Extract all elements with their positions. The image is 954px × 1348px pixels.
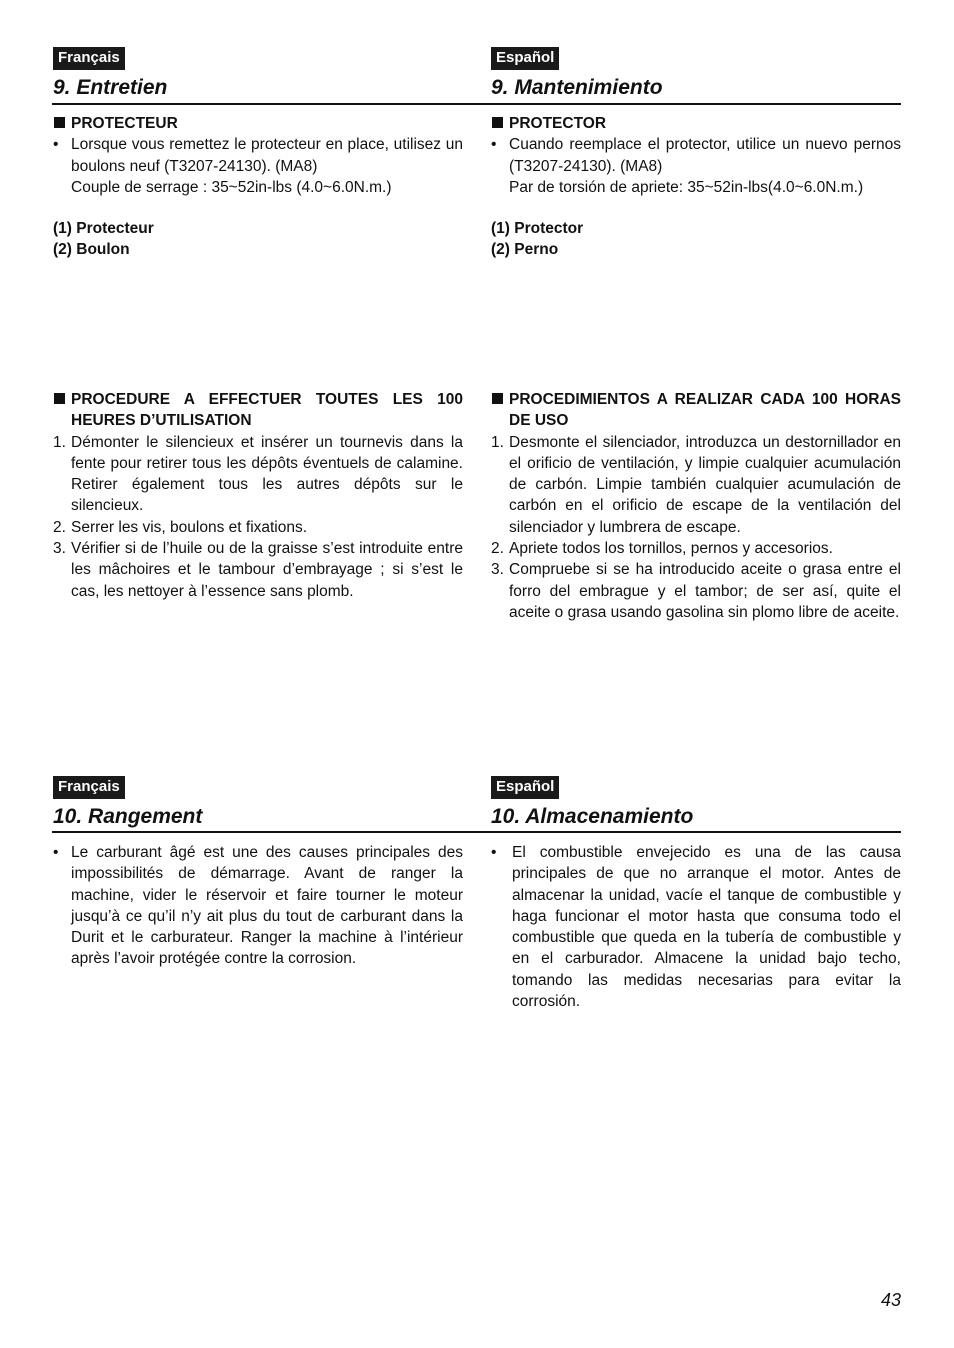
es-storage-block (491, 842, 901, 1012)
protect-instruction: Cuando reemplace el protector, utilice un nuevo pernos (T3207-24130). (MA8) (509, 136, 901, 175)
torque-spec: Par de torsión de apriete: 35~52in-lbs(4.0~6.0N.m.) (509, 178, 864, 196)
section-10-rule (52, 831, 901, 833)
square-bullet-icon (54, 393, 65, 404)
fr-protect-block (53, 113, 463, 261)
es-header-9 (491, 47, 901, 101)
subsection-heading: PROTECTOR (491, 113, 901, 134)
language-badge-fr: Français (53, 47, 125, 70)
fr-procedure-block (53, 389, 463, 602)
part-label-1: (1) Protecteur (53, 220, 154, 238)
square-bullet-icon (492, 393, 503, 404)
part-label-2: (2) Boulon (53, 241, 130, 259)
language-badge-es: Español (491, 47, 559, 70)
page-number: 43 (880, 1290, 901, 1310)
subsection-heading: PROTECTEUR (53, 113, 463, 134)
language-badge-fr: Français (53, 776, 125, 799)
es-protect-block (491, 113, 901, 261)
numbered-item-1: 1. Desmonte el silenciador, introduzca un destornillador en el orificio de ventilación, y limpie cualquier acumulación de carbón. Limpie también cualquier acumulación de carbón en el orificio de escape de la ventilación del silenciador y lumbrera de escape. (491, 433, 901, 536)
square-bullet-icon (492, 117, 503, 128)
fr-header-10 (53, 776, 463, 830)
section-title-entretien: 9. Entretien (53, 76, 168, 99)
section-title-almacenamiento: 10. Almacenamiento (491, 805, 694, 828)
numbered-item-2: 2. Apriete todos los tornillos, pernos y accesorios. (491, 540, 833, 558)
section-title-rangement: 10. Rangement (53, 805, 203, 828)
fr-header-9 (53, 47, 463, 101)
numbered-item-1: 1. Démonter le silencieux et insérer un tournevis dans la fente pour retirer tous les dépôts éventuels de calamine. Retirer également tous les autres dépôts sur le silencieux. (53, 433, 463, 515)
bullet-item: • Cuando reemplace el protector, utilice un nuevo pernos (T3207-24130). (MA8) Par de torsión de apriete: 35~52in-lbs(4.0~6.0N.m.) (491, 134, 901, 198)
es-header-10 (491, 776, 901, 830)
bullet-item: • El combustible envejecido es una de las causa principales de que no arranque el motor. Antes de almacenar la unidad, vacíe el tanque de combustible y haga funcionar el motor hasta que consuma todo el combustible que queda en la tubería de combustible y en el carburador. Almacene la unidad bajo techo, tomando las medidas necesarias para evitar la corrosión. (491, 844, 901, 1011)
bullet-item: • Le carburant âgé est une des causes principales des impossibilités de démarrage. Avant de ranger la machine, vider le réservoir et faire tourner le moteur jusqu’à ce qu’il n’y ait plus du tout de carburant dans la Durit et le carburateur. Ranger la machine à l’intérieur après l’avoir protégée contre la corrosion. (53, 844, 463, 968)
numbered-item-3: 3. Compruebe si se ha introducido aceite o grasa entre el forro del embrague y el tambor; de ser así, quite el aceite o grasa usando gasolina sin plomo libre de aceite. (491, 561, 901, 621)
section-9-rule (52, 103, 901, 105)
torque-spec: Couple de serrage : 35~52in-lbs (4.0~6.0N.m.) (71, 178, 392, 196)
subsection-heading: PROCEDIMIENTOS A REALIZAR CADA 100 HORAS DE USO (491, 389, 901, 432)
es-procedure-block (491, 389, 901, 623)
bullet-item: • Lorsque vous remettez le protecteur en place, utilisez un boulons neuf (T3207-24130). (MA8) Couple de serrage : 35~52in-lbs (4.0~6.0N.m.) (53, 134, 463, 198)
square-bullet-icon (54, 117, 65, 128)
language-badge-es: Español (491, 776, 559, 799)
protect-instruction: Lorsque vous remettez le protecteur en place, utilisez un boulons neuf (T3207-24130). (MA8) (71, 136, 463, 175)
part-label-2: (2) Perno (491, 241, 559, 259)
part-label-1: (1) Protector (491, 220, 584, 238)
fr-storage-block (53, 842, 463, 970)
numbered-item-3: 3. Vérifier si de l’huile ou de la graisse s’est introduite entre les mâchoires et le tambour d’embrayage ; si s’est le cas, les nettoyer à l’essence sans plomb. (53, 540, 463, 600)
section-title-mantenimiento: 9. Mantenimiento (491, 76, 663, 99)
numbered-item-2: 2. Serrer les vis, boulons et fixations. (53, 518, 308, 536)
subsection-heading: PROCEDURE A EFFECTUER TOUTES LES 100 HEURES D’UTILISATION (53, 389, 463, 432)
